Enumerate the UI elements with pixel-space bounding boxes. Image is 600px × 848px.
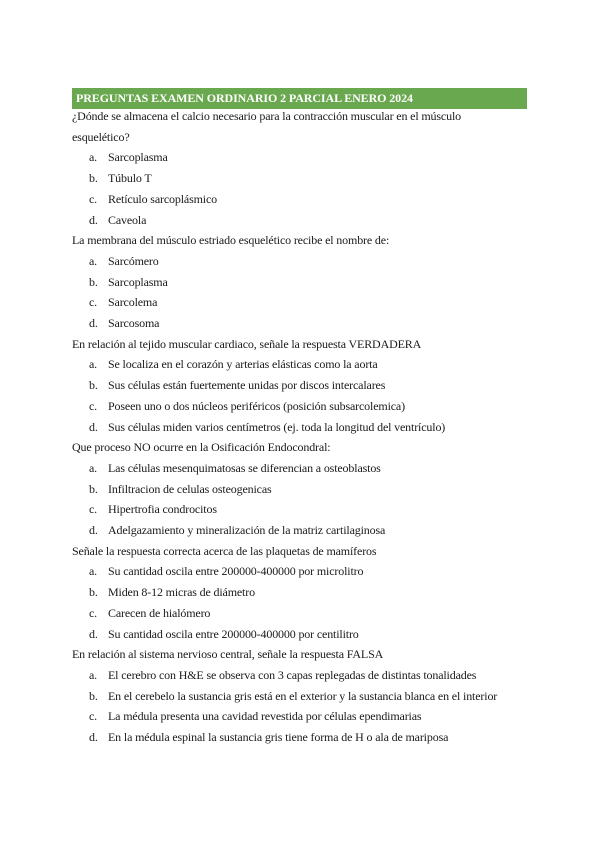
option-item: [72, 210, 532, 231]
option-text: Sarcoplasma: [108, 150, 168, 165]
question-text: ¿Dónde se almacena el calcio necesario para la contracción muscular en el músculo esquelético?: [72, 109, 461, 144]
option-letter: a.: [89, 460, 98, 475]
option-text: Adelgazamiento y mineralización de la matriz cartilaginosa: [108, 523, 386, 538]
question-text: En relación al tejido muscular cardiaco, señale la respuesta VERDADERA: [72, 336, 422, 351]
option-text: Miden 8-12 micras de diámetro: [108, 585, 255, 600]
option-item: [72, 313, 532, 334]
option-item: [72, 479, 532, 500]
option-text: Hipertrofia condrocitos: [108, 502, 217, 517]
option-letter: d.: [89, 419, 98, 434]
option-item: [72, 624, 532, 645]
option-text: En la médula espinal la sustancia gris tiene forma de H o ala de mariposa: [108, 730, 449, 745]
option-item: [72, 251, 532, 272]
option-text: Caveola: [108, 212, 147, 227]
option-item: [72, 189, 532, 210]
question-block: [72, 230, 532, 334]
option-letter: a.: [89, 564, 98, 579]
option-letter: c.: [89, 605, 98, 620]
option-list: [72, 665, 532, 748]
option-text: Sarcómero: [108, 253, 159, 268]
option-item: [72, 561, 532, 582]
option-item: [72, 396, 532, 417]
option-item: [72, 603, 532, 624]
option-item: [72, 375, 532, 396]
option-text: Túbulo T: [108, 171, 152, 186]
option-letter: a.: [89, 150, 98, 165]
option-letter: d.: [89, 212, 98, 227]
option-list: [72, 458, 532, 541]
option-text: En el cerebelo la sustancia gris está en el exterior y la sustancia blanca en el interior: [108, 688, 498, 703]
option-list: [72, 147, 532, 230]
option-item: [72, 458, 532, 479]
option-letter: c.: [89, 295, 98, 310]
option-item: [72, 520, 532, 541]
option-letter: d.: [89, 730, 98, 745]
option-text: La médula presenta una cavidad revestida por células ependimarias: [108, 709, 422, 724]
option-item: [72, 706, 532, 727]
option-list: [72, 251, 532, 334]
question-block: [72, 437, 532, 541]
option-letter: a.: [89, 357, 98, 372]
question-text: En relación al sistema nervioso central, señale la respuesta FALSA: [72, 647, 384, 662]
option-letter: b.: [89, 481, 98, 496]
option-item: [72, 417, 532, 438]
option-item: [72, 499, 532, 520]
option-letter: b.: [89, 688, 98, 703]
option-list: [72, 561, 532, 644]
option-text: Sarcolema: [108, 295, 158, 310]
option-item: [72, 168, 532, 189]
option-text: Infiltracion de celulas osteogenicas: [108, 481, 272, 496]
option-text: Carecen de hialómero: [108, 605, 211, 620]
option-item: [72, 665, 532, 686]
option-item: [72, 686, 532, 707]
option-item: [72, 147, 532, 168]
option-letter: d.: [89, 316, 98, 331]
page-title: PREGUNTAS EXAMEN ORDINARIO 2 PARCIAL ENERO 2024: [72, 88, 527, 109]
option-item: [72, 582, 532, 603]
option-list: [72, 354, 532, 437]
option-letter: b.: [89, 171, 98, 186]
option-text: Sarcoplasma: [108, 274, 168, 289]
option-letter: b.: [89, 274, 98, 289]
question-text: Que proceso NO ocurre en la Osificación Endocondral:: [72, 440, 331, 455]
option-text: Su cantidad oscila entre 200000-400000 por centilitro: [108, 626, 359, 641]
option-text: El cerebro con H&E se observa con 3 capas replegadas de distintas tonalidades: [108, 667, 477, 682]
option-letter: d.: [89, 626, 98, 641]
question-text: La membrana del músculo estriado esquelético recibe el nombre de:: [72, 233, 390, 248]
option-text: Sus células están fuertemente unidas por discos intercalares: [108, 378, 386, 393]
option-text: Retículo sarcoplásmico: [108, 191, 218, 206]
question-block: [72, 334, 532, 438]
option-letter: b.: [89, 585, 98, 600]
option-letter: c.: [89, 191, 98, 206]
option-item: [72, 292, 532, 313]
option-letter: c.: [89, 398, 98, 413]
option-letter: d.: [89, 523, 98, 538]
option-text: Sus células miden varios centímetros (ej. toda la longitud del ventrículo): [108, 419, 446, 434]
question-list: [72, 106, 532, 748]
option-text: Poseen uno o dos núcleos periféricos (posición subsarcolemica): [108, 398, 405, 413]
question-text: Señale la respuesta correcta acerca de las plaquetas de mamíferos: [72, 543, 377, 558]
option-letter: c.: [89, 502, 98, 517]
option-item: [72, 727, 532, 748]
option-letter: c.: [89, 709, 98, 724]
question-block: [72, 106, 532, 230]
option-letter: b.: [89, 378, 98, 393]
option-letter: a.: [89, 667, 98, 682]
option-text: Su cantidad oscila entre 200000-400000 por microlitro: [108, 564, 364, 579]
question-block: [72, 541, 532, 645]
option-text: Las células mesenquimatosas se diferencian a osteoblastos: [108, 460, 381, 475]
option-text: Sarcosoma: [108, 316, 160, 331]
option-text: Se localiza en el corazón y arterias elásticas como la aorta: [108, 357, 378, 372]
option-letter: a.: [89, 253, 98, 268]
question-block: [72, 644, 532, 748]
option-item: [72, 354, 532, 375]
option-item: [72, 272, 532, 293]
